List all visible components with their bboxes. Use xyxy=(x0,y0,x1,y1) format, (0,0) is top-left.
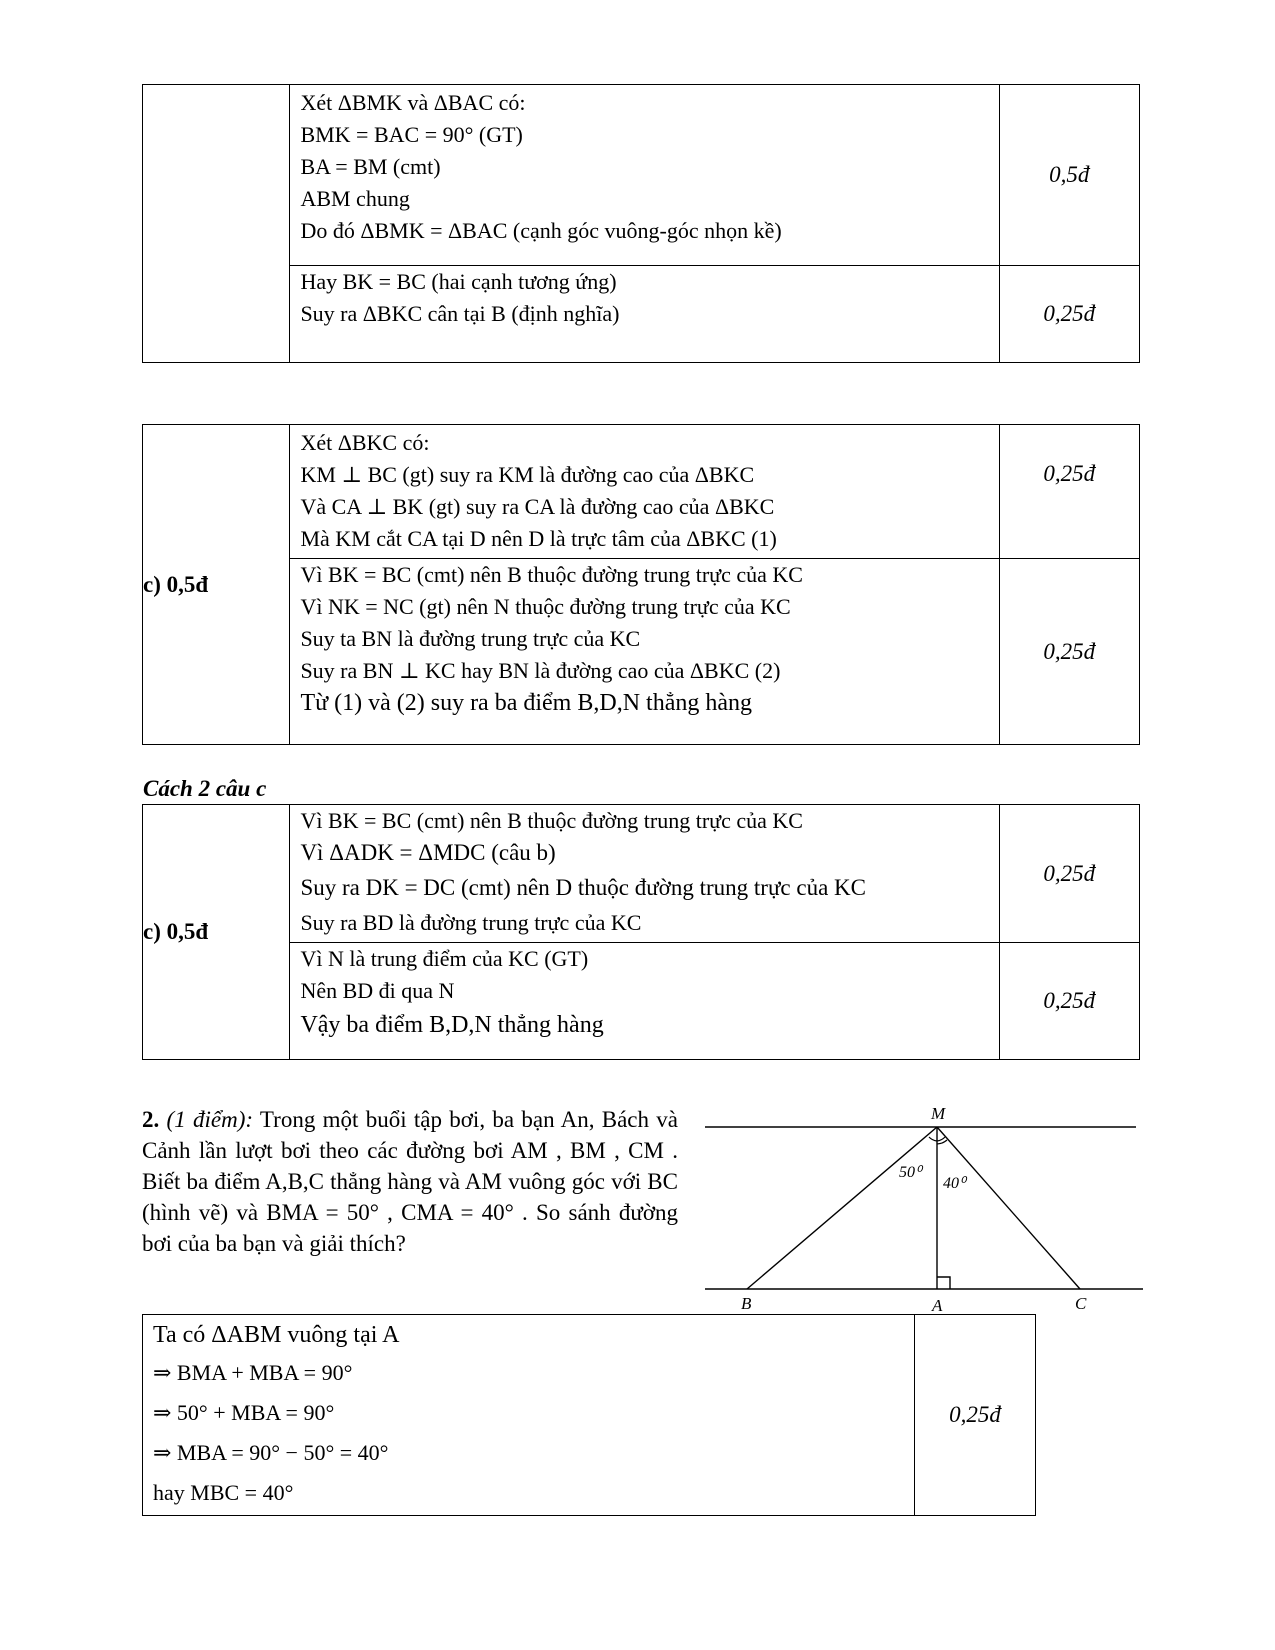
solution-table xyxy=(142,1314,1036,1516)
proof-cell xyxy=(143,1315,915,1516)
section-heading: Cách 2 câu c xyxy=(143,776,267,801)
proof-table-2 xyxy=(142,424,1140,745)
label-cell-empty xyxy=(143,85,290,363)
proof-cell xyxy=(290,805,999,943)
question-label: c) 0,5đ xyxy=(143,805,290,1060)
proof-cell xyxy=(290,266,999,363)
segment-MB xyxy=(747,1127,937,1289)
proof-line: Vậy ba điểm B,D,N thẳng hàng xyxy=(300,1012,604,1038)
point-B-label: B xyxy=(741,1294,752,1313)
segment-MC xyxy=(937,1127,1080,1289)
proof-line: Xét ΔBMK và ΔBAC có: xyxy=(300,90,526,115)
proof-line: Vì ΔADK = ΔMDC (câu b) xyxy=(300,840,556,865)
proof-line: Mà KM cắt CA tại D nên D là trực tâm của ΔBKC (1) xyxy=(300,526,777,551)
proof-table-3 xyxy=(142,804,1140,1060)
score-cell: 0,5đ xyxy=(999,85,1139,266)
proof-line: Suy ra BD là đường trung trực của KC xyxy=(300,910,642,935)
score-cell: 0,25đ xyxy=(999,943,1139,1060)
proof-line: Vì N là trung điểm của KC (GT) xyxy=(300,946,589,971)
proof-line: KM ⊥ BC (gt) suy ra KM là đường cao của ΔBKC xyxy=(300,462,755,487)
proof-line: Suy ra BN ⊥ KC hay BN là đường cao của ΔBKC (2) xyxy=(300,658,781,683)
angle-right-label: 40⁰ xyxy=(943,1175,966,1192)
score-cell: 0,25đ xyxy=(999,805,1139,943)
right-angle-mark xyxy=(937,1277,950,1289)
proof-line: Vì NK = NC (gt) nên N thuộc đường trung trực của KC xyxy=(300,594,791,619)
triangle-figure xyxy=(700,1100,1150,1320)
proof-cell xyxy=(290,85,999,266)
proof-line: Suy ra ΔBKC cân tại B (định nghĩa) xyxy=(300,301,620,326)
proof-line: Ta có ΔABM vuông tại A xyxy=(153,1322,400,1348)
proof-line: BMK = BAC = 90° (GT) xyxy=(300,122,523,147)
score-cell: 0,25đ xyxy=(999,559,1139,745)
proof-line: Vì BK = BC (cmt) nên B thuộc đường trung trực của KC xyxy=(300,562,803,587)
proof-table-1 xyxy=(142,84,1140,363)
proof-line: Suy ra DK = DC (cmt) nên D thuộc đường trung trực của KC xyxy=(300,875,866,900)
point-A-label: A xyxy=(932,1296,943,1315)
proof-line: BA = BM (cmt) xyxy=(300,154,441,179)
proof-line: Hay BK = BC (hai cạnh tương ứng) xyxy=(300,269,617,294)
proof-line: Xét ΔBKC có: xyxy=(300,430,430,455)
proof-line: Nên BD đi qua N xyxy=(300,978,455,1003)
proof-line: ⇒ MBA = 90° − 50° = 40° xyxy=(153,1440,389,1465)
problem-points: (1 điểm): xyxy=(166,1107,254,1132)
proof-line: Do đó ΔBMK = ΔBAC (cạnh góc vuông-góc nhọn kề) xyxy=(300,218,782,243)
proof-line: Từ (1) và (2) suy ra ba điểm B,D,N thẳng hàng xyxy=(300,690,752,716)
question-label: c) 0,5đ xyxy=(143,425,290,745)
score-cell: 0,25đ xyxy=(999,266,1139,363)
problem-text: Trong một buổi tập bơi, ba bạn An, Bách và Cảnh lần lượt bơi theo các đường bơi AM , BM , CM . Biết ba điểm A,B,C thẳng hàng và AM vuông góc với BC (hình vẽ) và BMA = 50° , CMA = 40° . So sánh đường bơi của ba bạn và giải thích? xyxy=(142,1107,679,1256)
angle-left-label: 50⁰ xyxy=(899,1164,922,1181)
proof-cell xyxy=(290,943,999,1060)
proof-line: hay MBC = 40° xyxy=(153,1480,294,1505)
proof-line: ABM chung xyxy=(300,186,410,211)
proof-line: Vì BK = BC (cmt) nên B thuộc đường trung trực của KC xyxy=(300,808,803,833)
point-M-label: M xyxy=(931,1104,946,1123)
score-cell: 0,25đ xyxy=(999,425,1139,559)
point-C-label: C xyxy=(1075,1294,1087,1313)
angle-arc-right xyxy=(937,1137,945,1141)
proof-cell xyxy=(290,425,999,559)
proof-line: Và CA ⊥ BK (gt) suy ra CA là đường cao của ΔBKC xyxy=(300,494,775,519)
problem-number: 2. xyxy=(142,1107,160,1132)
proof-cell xyxy=(290,559,999,745)
proof-line: Suy ta BN là đường trung trực của KC xyxy=(300,626,641,651)
score-cell: 0,25đ xyxy=(915,1315,1036,1516)
proof-line: ⇒ BMA + MBA = 90° xyxy=(153,1360,353,1385)
problem-2-statement xyxy=(142,1104,678,1259)
proof-line: ⇒ 50° + MBA = 90° xyxy=(153,1400,335,1425)
angle-arc-left xyxy=(929,1137,937,1141)
